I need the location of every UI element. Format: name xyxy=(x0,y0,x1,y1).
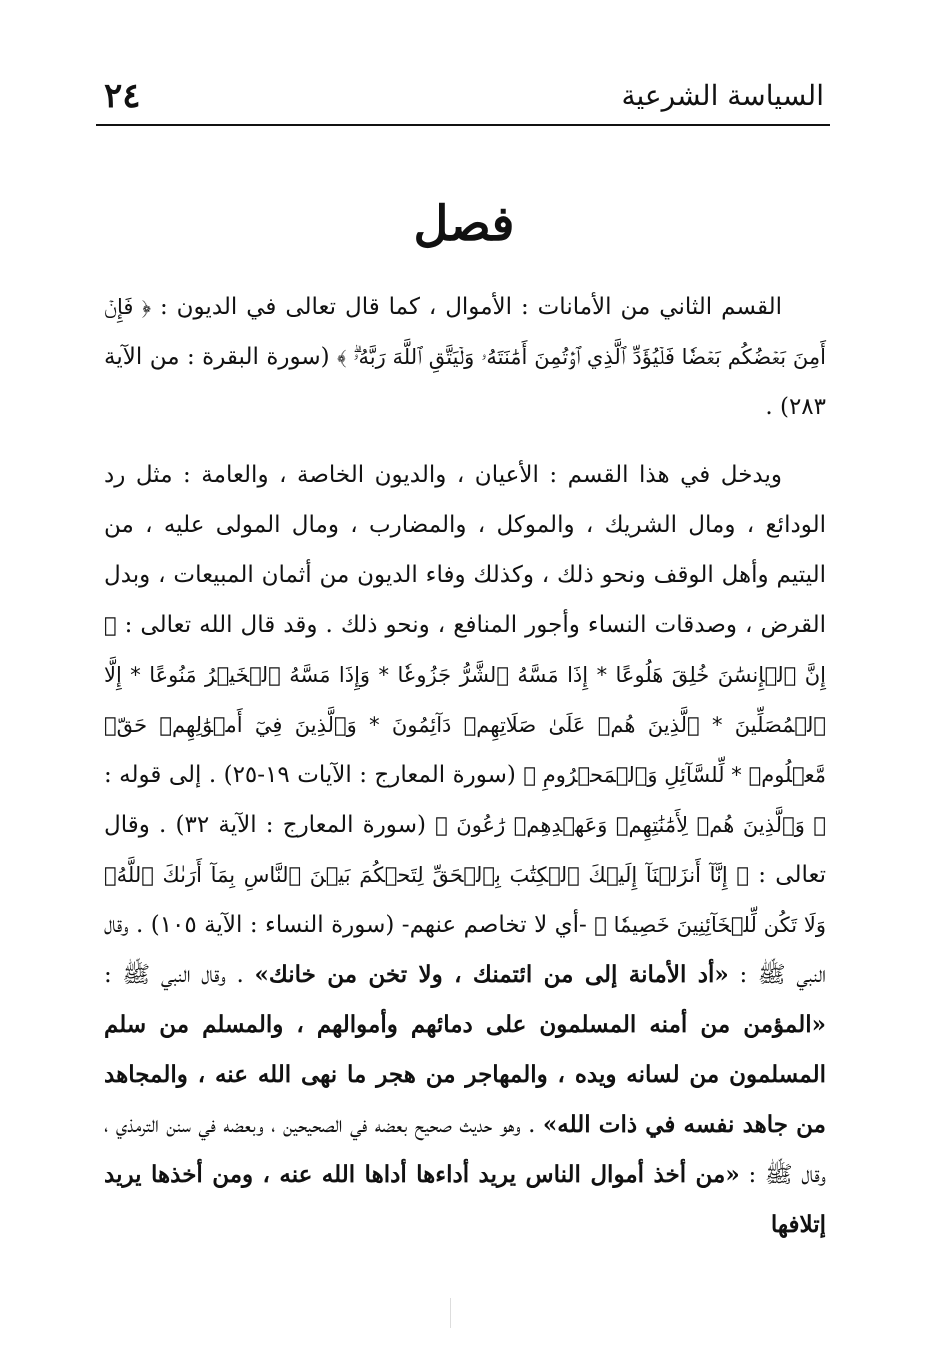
hadith-quote: «أد الأمانة إلى من ائتمنك ، ولا تخن من خانك» xyxy=(254,961,729,988)
scan-fold-mark xyxy=(450,1298,451,1328)
text-run: . وهو حديث صحيح بعضه في الصحيحين ، وبعضه في سنن الترمذي ، وقال ﷺ : xyxy=(104,1112,826,1188)
text-run: ويدخل في هذا القسم : الأعيان ، والديون الخاصة ، والعامة : مثل رد الودائع ، ومال الشريك ، والموكل ، والمضارب ، ومال المولى عليه ، من اليتيم وأهل الوقف ونحو ذلك ، وكذلك وفاء الديون من أثمان المبيعات ، وبدل القرض ، وصدقات النساء وأجور المنافع ، ونحو ذلك . وقد قال الله تعالى : xyxy=(104,462,826,638)
body-text xyxy=(104,282,826,1250)
running-header xyxy=(104,72,824,120)
text-run: (سورة المعارج : الآية ٣٢) . وقال تعالى : xyxy=(104,812,826,888)
text-run: -أي لا تخاصم عنهم- (سورة النساء : الآية ١٠٥) . وقال النبي ﷺ : xyxy=(104,912,826,988)
page-number: ٢٤ xyxy=(104,76,141,116)
paragraph-1 xyxy=(104,282,826,432)
quran-verse: ﴿ وَٱلَّذِينَ هُمۡ لِأَمَٰنَٰتِهِمۡ وَعَهۡدِهِمۡ رَٰعُونَ ﴾ xyxy=(435,813,826,837)
hadith-quote: «المؤمن من أمنه المسلمون على دمائهم وأموالهم ، والمسلم من سلم المسلمون من لسانه ويده ، والمهاجر من هجر ما نهى الله عنه ، والمجاهد من جاهد نفسه في ذات الله» xyxy=(104,1011,826,1138)
section-title: فصل xyxy=(413,196,515,252)
hadith-quote: «من أخذ أموال الناس يريد أداءها أداها الله عنه ، ومن أخذها يريد إتلافها xyxy=(104,1161,826,1238)
running-title: السياسة الشرعية xyxy=(621,79,824,112)
header-rule xyxy=(96,124,830,126)
text-run: (سورة المعارج : الآيات ١٩-٢٥) . إلى قوله : xyxy=(104,762,524,788)
text-run: . وقال النبي ﷺ : xyxy=(104,962,255,988)
text-run: القسم الثاني من الأمانات : الأموال ، كما قال تعالى في الديون : xyxy=(151,294,782,320)
quran-verse: ﴿ فَإِنۡ أَمِنَ بَعۡضُكُم بَعۡضٗا فَلۡيُؤَدِّ ٱلَّذِي ٱؤۡتُمِنَ أَمَٰنَتَهُۥ وَلۡيَتَّقِ ٱللَّهَ رَبَّهُۥۗ ﴾ xyxy=(104,295,826,369)
text-run: (سورة البقرة : من الآية ٢٨٣) . xyxy=(104,344,826,420)
paragraph-2 xyxy=(104,450,826,1250)
quran-verse: ﴿ إِنَّ ٱلۡإِنسَٰنَ خُلِقَ هَلُوعًا * إِذَا مَسَّهُ ٱلشَّرُّ جَزُوعٗا * وَإِذَا مَسَّهُ ٱلۡخَيۡرُ مَنُوعًا * إِلَّا ٱلۡمُصَلِّينَ * ٱلَّذِينَ هُمۡ عَلَىٰ صَلَاتِهِمۡ دَآئِمُونَ * وَٱلَّذِينَ فِيٓ أَمۡوَٰلِهِمۡ حَقّٞ مَّعۡلُومٞ * لِّلسَّآئِلِ وَٱلۡمَحۡرُومِ ﴾ xyxy=(104,613,826,787)
quran-verse: ﴿ إِنَّآ أَنزَلۡنَآ إِلَيۡكَ ٱلۡكِتَٰبَ بِٱلۡحَقِّ لِتَحۡكُمَ بَيۡنَ ٱلنَّاسِ بِمَآ أَرَىٰكَ ٱللَّهُۚ وَلَا تَكُن لِّلۡخَآئِنِينَ خَصِيمٗا ﴾ xyxy=(104,863,826,937)
